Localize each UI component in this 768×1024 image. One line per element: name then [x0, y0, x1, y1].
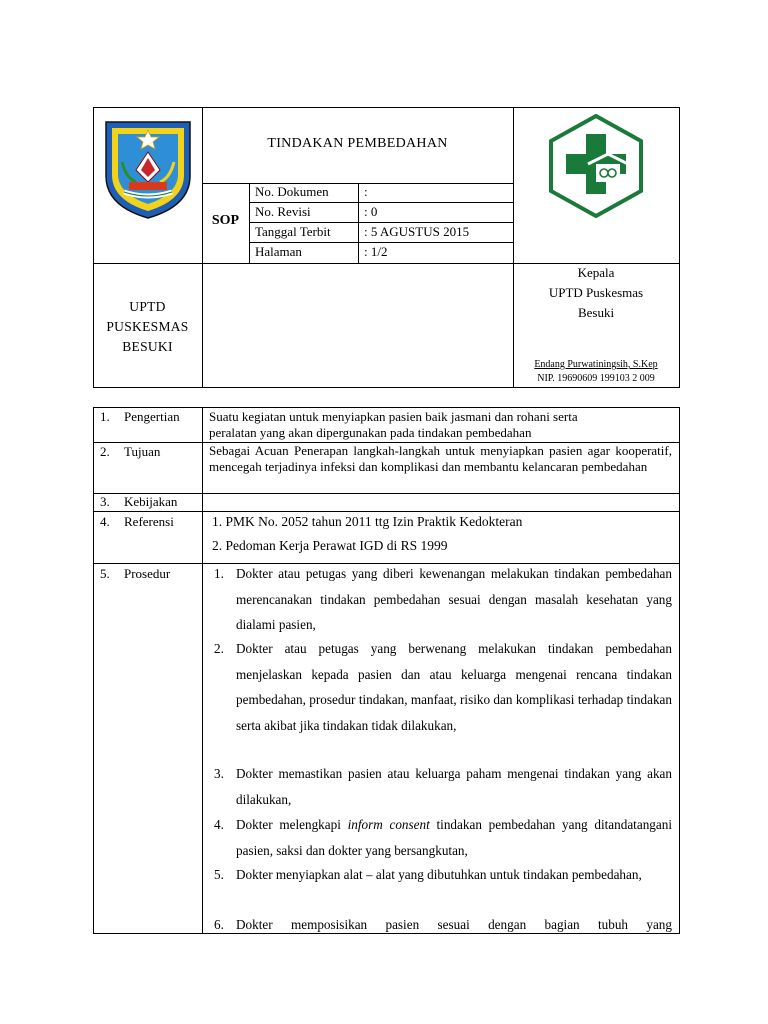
meta-value: : 5 AGUSTUS 2015 — [364, 224, 470, 239]
procedure-number: 3. — [214, 766, 224, 781]
procedure-step: Dokter memastikan pasien atau keluarga paham mengenai tindakan yang akan dilakukan, — [236, 766, 672, 807]
procedure-number: 4. — [214, 817, 224, 832]
meta-value: : — [364, 184, 368, 199]
meta-value: : 1/2 — [364, 244, 388, 259]
procedure-step-text: tindakan pembedahan yang ditandatangani pasien, saksi dan dokter yang bersangkutan, — [236, 817, 672, 858]
document-title: TINDAKAN PEMBEDAHAN — [267, 136, 448, 151]
meta-value: : 0 — [364, 204, 378, 219]
procedure-step: Dokter atau petugas yang diberi kewenangan melakukan tindakan pembedahan merencanakan tindakan pembedahan sesuai dengan masalah kesehatan yang dialami pasien, — [236, 566, 672, 632]
puskesmas-logo — [548, 114, 644, 218]
tujuan-text: Sebagai Acuan Penerapan langkah-langkah untuk menyiapkan pasien agar kooperatif, mencegah terjadinya infeksi dan komplikasi dan membantu kelancaran pembedahan — [209, 443, 672, 474]
signatory-role: Kepala — [577, 265, 615, 280]
section-label: Pengertian — [124, 409, 180, 424]
procedure-number: 5. — [214, 867, 224, 882]
procedure-number: 2. — [214, 641, 224, 656]
procedure-number: 1. — [214, 566, 224, 581]
section-number: 5. — [100, 566, 110, 581]
org-name-line: UPTD — [129, 299, 166, 314]
section-label: Referensi — [124, 514, 174, 529]
section-label: Kebijakan — [124, 494, 178, 509]
procedure-step: Dokter menyiapkan alat – alat yang dibutuhkan untuk tindakan pembedahan, — [236, 867, 642, 882]
section-number: 4. — [100, 514, 110, 529]
procedure-step-text: Dokter melengkapi — [236, 817, 348, 832]
org-name-line: BESUKI — [122, 339, 173, 354]
meta-label: No. Revisi — [255, 204, 311, 219]
procedure-number: 6. — [214, 917, 224, 932]
section-label: Tujuan — [124, 444, 161, 459]
signatory-role: Besuki — [577, 305, 615, 320]
sop-label: SOP — [211, 213, 240, 228]
section-number: 1. — [100, 409, 110, 424]
referensi-item: 1. PMK No. 2052 tahun 2011 ttg Izin Praktik Kedokteran — [212, 514, 523, 529]
signatory-nip: NIP. 19690609 199103 2 009 — [537, 373, 655, 384]
referensi-item: 2. Pedoman Kerja Perawat IGD di RS 1999 — [212, 538, 448, 553]
section-label: Prosedur — [124, 566, 171, 581]
procedure-step: Dokter memposisikan pasien sesuai dengan bagian tubuh yang — [236, 917, 672, 932]
procedure-step-term: inform consent — [347, 817, 430, 832]
section-number: 3. — [100, 494, 110, 509]
meta-label: Tanggal Terbit — [255, 224, 331, 239]
signatory-role: UPTD Puskesmas — [548, 285, 644, 300]
meta-label: No. Dokumen — [255, 184, 329, 199]
regency-shield-icon — [102, 118, 194, 220]
procedure-step: Dokter atau petugas yang berwenang melakukan tindakan pembedahan menjelaskan kepada pasien dan atau keluarga mengenai rencana tindakan pembedahan, prosedur tindakan, manfaat, risiko dan komplikasi terhadap tindakan serta akibat jika tindakan tidak dilakukan, — [236, 641, 672, 733]
pengertian-text: Suatu kegiatan untuk menyiapkan pasien baik jasmani dan rohani serta — [209, 409, 578, 424]
pengertian-text: peralatan yang akan dipergunakan pada tindakan pembedahan — [209, 425, 532, 440]
puskesmas-cross-icon — [548, 114, 644, 218]
regency-logo — [102, 118, 194, 220]
meta-label: Halaman — [255, 244, 302, 259]
section-number: 2. — [100, 444, 110, 459]
org-name-line: PUSKESMAS — [106, 319, 189, 334]
procedure-step — [236, 812, 672, 863]
signatory-name: Endang Purwatiningsih, S.Kep — [534, 359, 658, 370]
